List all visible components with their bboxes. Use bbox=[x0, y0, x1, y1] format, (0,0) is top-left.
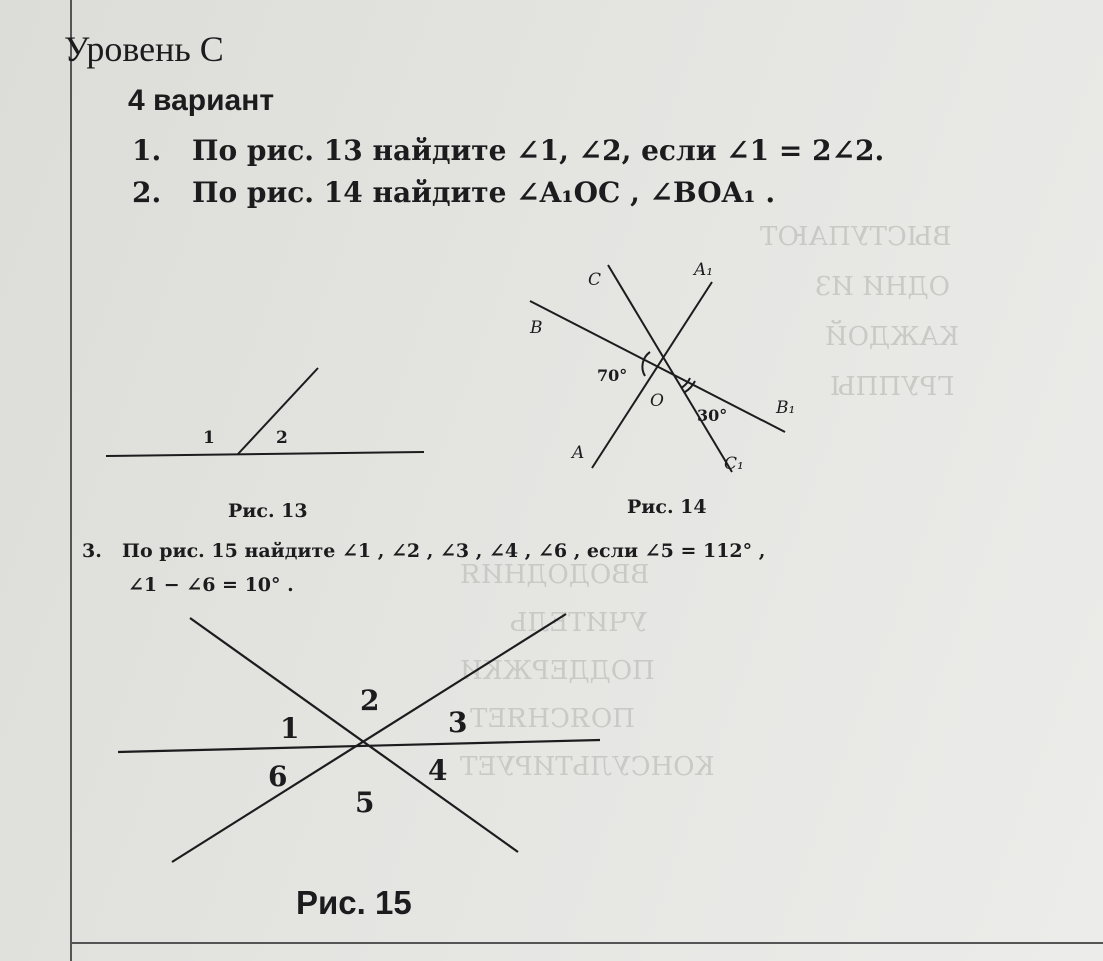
fig14-point-b1: B₁ bbox=[776, 398, 796, 418]
fig14-arc-70 bbox=[642, 352, 650, 376]
fig15-line-ascending bbox=[172, 614, 566, 862]
fig14-point-a1: A₁ bbox=[694, 260, 714, 280]
task-text-line-1: По рис. 15 найдите ∠1 , ∠2 , ∠3 , ∠4 , ∠6 , если ∠5 = 112° , bbox=[122, 540, 766, 562]
fig14-point-c1: C₁ bbox=[724, 454, 744, 474]
task-number: 1. bbox=[132, 134, 162, 167]
fig15-label-3: 3 bbox=[448, 706, 468, 739]
bleed-through-text: ВЫСТУПАЮТ bbox=[760, 222, 952, 252]
fig15-label-1: 1 bbox=[280, 712, 300, 745]
task-text: По рис. 14 найдите ∠A₁OC , ∠BOA₁ . bbox=[192, 176, 776, 209]
fig13-caption: Рис. 13 bbox=[228, 500, 308, 522]
fig14-angle-70: 70° bbox=[597, 366, 628, 385]
fig14-point-o: O bbox=[650, 391, 664, 411]
figure-13 bbox=[106, 368, 424, 456]
fig14-point-c: C bbox=[588, 270, 602, 290]
fig13-label-1: 1 bbox=[203, 428, 215, 448]
fig13-label-2: 2 bbox=[276, 428, 288, 448]
bleed-through-text: ПОДДЕРЖКИ bbox=[460, 656, 655, 686]
fig15-label-5: 5 bbox=[355, 786, 375, 819]
task-text: По рис. 13 найдите ∠1, ∠2, если ∠1 = 2∠2. bbox=[192, 134, 885, 167]
fig15-line-descending bbox=[190, 618, 518, 852]
fig15-label-6: 6 bbox=[268, 760, 288, 793]
figure-15 bbox=[118, 614, 600, 862]
task-number: 2. bbox=[132, 176, 162, 209]
fig15-horizontal-line bbox=[118, 740, 600, 752]
bleed-through-text: ПОЯСНЯЕТ bbox=[470, 704, 635, 734]
fig15-caption: Рис. 15 bbox=[296, 884, 412, 921]
fig15-label-2: 2 bbox=[360, 684, 380, 717]
bleed-through-text: ВВОДОДНИЯ bbox=[460, 560, 650, 590]
variant-title: 4 вариант bbox=[128, 84, 275, 117]
task-number: 3. bbox=[82, 540, 102, 562]
bleed-through-text: ГРУППЫ bbox=[830, 372, 955, 402]
bleed-through-text: КАЖДОЙ bbox=[825, 322, 960, 352]
fig15-label-4: 4 bbox=[428, 754, 448, 787]
fig14-point-a: A bbox=[572, 443, 585, 463]
task-3-line-2: ∠1 − ∠6 = 10° . bbox=[128, 574, 294, 596]
level-title: Уровень С bbox=[64, 29, 224, 69]
bleed-through-text: УЧИТЕЛЬ bbox=[510, 608, 648, 638]
bleed-through-text: ОДНИ ИЗ bbox=[815, 272, 950, 302]
fig14-point-b: B bbox=[530, 318, 543, 338]
fig13-straight-line bbox=[106, 452, 424, 456]
fig14-caption: Рис. 14 bbox=[627, 496, 707, 518]
fig14-angle-30: 30° bbox=[697, 406, 728, 425]
bleed-through-text: КОНСУЛЬТИРУЕТ bbox=[460, 752, 715, 782]
figure-14 bbox=[530, 265, 785, 472]
